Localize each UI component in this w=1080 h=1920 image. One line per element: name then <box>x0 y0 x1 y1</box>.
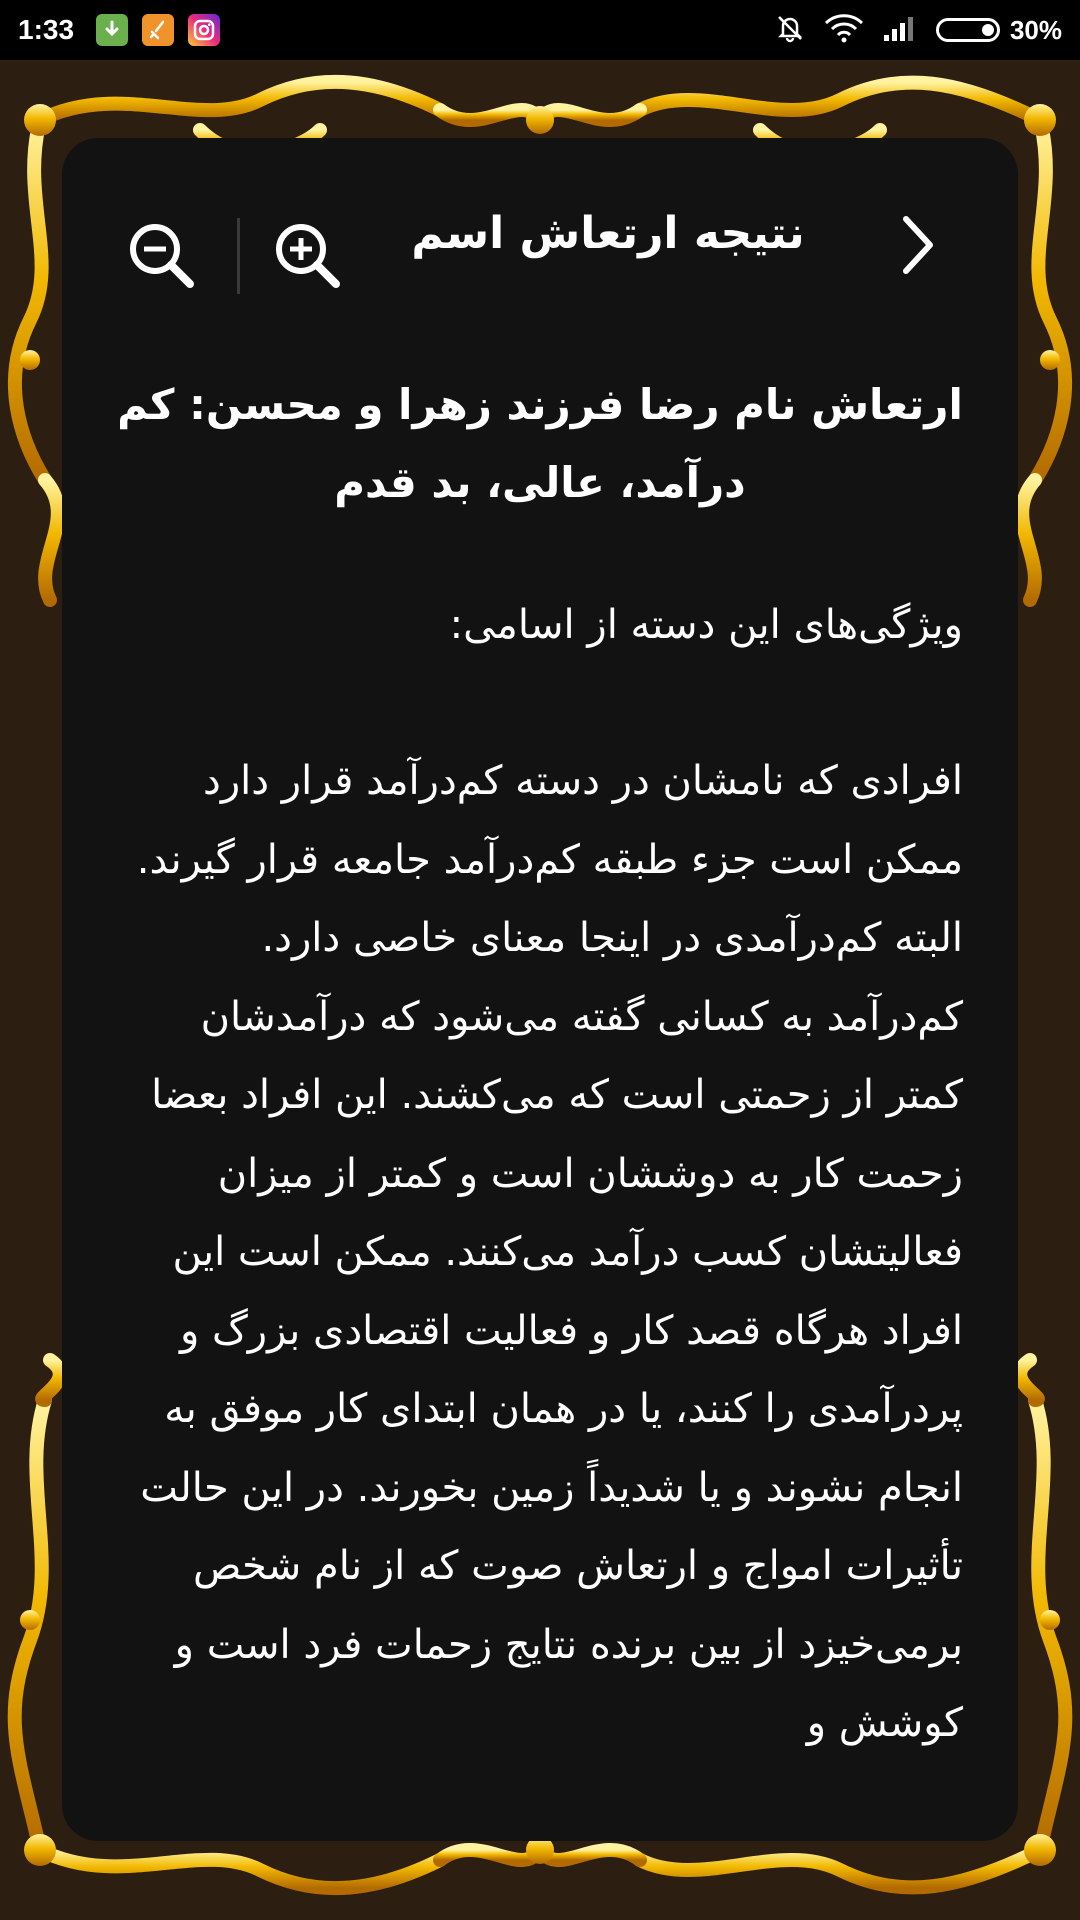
toolbar-divider <box>237 218 240 294</box>
muted-bell-icon <box>774 12 806 48</box>
zoom-out-button[interactable] <box>126 220 196 290</box>
status-right <box>774 12 1062 48</box>
panel-header <box>62 138 1018 288</box>
broom-app-icon <box>142 14 174 46</box>
signal-icon <box>882 13 918 47</box>
zoom-in-button[interactable] <box>272 220 342 290</box>
wifi-icon <box>824 12 864 48</box>
zoom-in-icon <box>272 220 342 290</box>
status-time: 1:33 <box>18 14 75 45</box>
chevron-right-icon <box>898 213 938 277</box>
result-panel <box>62 138 1018 1841</box>
status-left <box>18 14 220 46</box>
page-title: نتیجه ارتعاش اسم <box>411 208 805 259</box>
section-label: ویژگی‌های این دسته از اسامی: <box>449 602 963 648</box>
battery-icon <box>936 18 1000 42</box>
result-description: افرادی که نامشان در دسته کم‌درآمد قرار دارد ممکن است جزء طبقه کم‌درآمد جامعه قرار گیرند. البته کم‌درآمدی در اینجا معنای خاصی دارد. کم‌درآمد به کسانی گفته می‌شود که درآمدشان کمتر از زحمتی است که می‌کشند. این افراد بعضا زحمت کار به دوششان است و کمتر از میزان فعالیتشان کسب درآمد می‌کنند. ممکن است این افراد هرگاه قصد کار و فعالیت اقتصادی بزرگ و پردرآمدی را کنند، یا در همان ابتدای کار موفق به انجام نشوند و یا شدیداً زمین بخورند. در این حالت تأثیرات امواج و ارتعاش صوت که از نام شخص برمی‌خیزد از بین برنده نتایج زحمات فرد است و کوشش و <box>136 758 963 1746</box>
result-heading: ارتعاش نام رضا فرزند زهرا و محسن: کم درآمد، عالی، بد قدم <box>117 380 963 507</box>
battery-indicator <box>936 15 1062 46</box>
back-button[interactable] <box>888 210 948 280</box>
battery-percentage: 30% <box>1009 14 1062 45</box>
ornamental-frame <box>0 60 1080 1920</box>
download-app-icon <box>96 14 128 46</box>
instagram-app-icon <box>188 14 220 46</box>
result-content <box>117 366 963 1763</box>
status-bar <box>0 0 1080 60</box>
zoom-out-icon <box>126 220 196 290</box>
